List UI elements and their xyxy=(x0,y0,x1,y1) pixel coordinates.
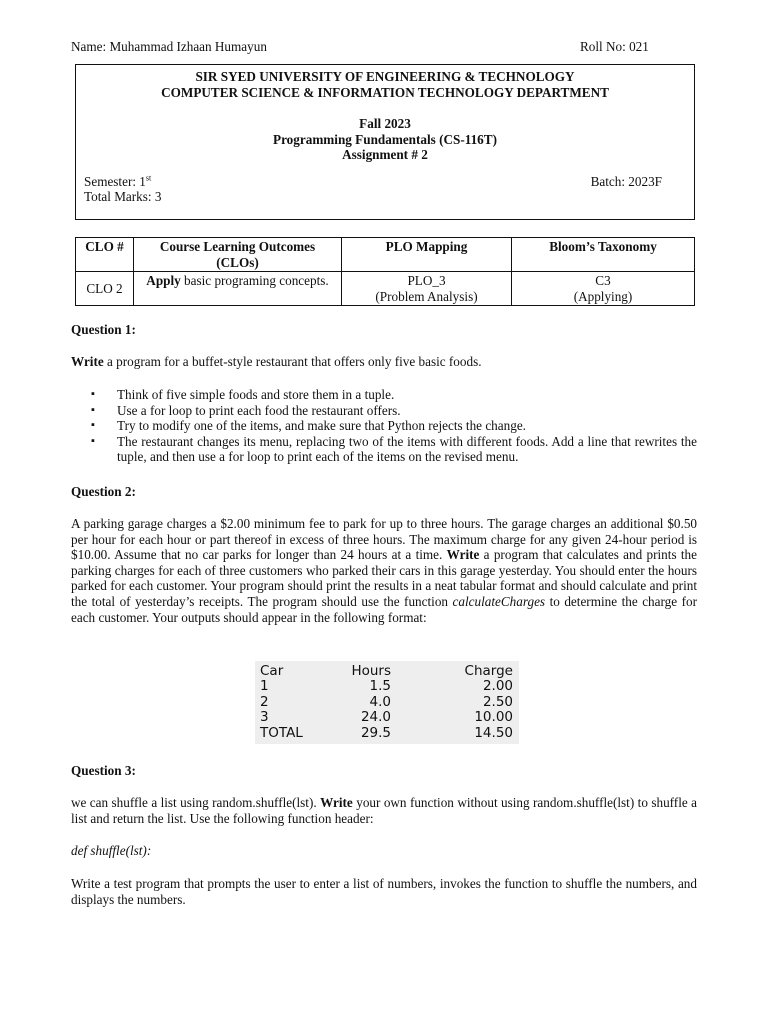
question-1-intro: Write a program for a buffet-style restaurant that offers only five basic foods. xyxy=(71,354,482,369)
clo-header: CLO # xyxy=(76,238,134,272)
bloom-cell: C3 (Applying) xyxy=(512,272,695,306)
question-3-title: Question 3: xyxy=(71,763,136,778)
question-3-test-program: Write a test program that prompts the user to enter a list of numbers, invokes the function to shuffle the numbers, and displays the numbers. xyxy=(71,876,697,907)
clo-table-header-row xyxy=(76,238,695,272)
car-column: Car 1 2 3 TOTAL xyxy=(260,663,303,741)
bloom-header: Bloom’s Taxonomy xyxy=(512,238,695,272)
list-item: ▪ Use a for loop to print each food the restaurant offers. xyxy=(71,403,697,419)
question-2-title: Question 2: xyxy=(71,484,136,499)
list-item: ▪ Try to modify one of the items, and make sure that Python rejects the change. xyxy=(71,418,697,434)
function-header: def shuffle(lst): xyxy=(71,843,152,858)
assignment-title: Assignment # 2 xyxy=(342,147,428,162)
clo-table xyxy=(75,237,695,306)
university-name: SIR SYED UNIVERSITY OF ENGINEERING & TECHNOLOGY xyxy=(195,69,575,84)
list-item: ▪ The restaurant changes its menu, replacing two of the items with different foods. Add a line that rewrites the tuple, and then use a for loop to print each of the items on the revised menu. xyxy=(71,434,697,465)
student-name: Name: Muhammad Izhaan Humayun xyxy=(71,39,267,54)
hours-column: Hours 1.5 4.0 24.0 29.5 xyxy=(351,663,391,741)
plo-header: PLO Mapping xyxy=(342,238,512,272)
clo-cell: CLO 2 xyxy=(76,272,134,306)
plo-cell: PLO_3 (Problem Analysis) xyxy=(342,272,512,306)
department-name: COMPUTER SCIENCE & INFORMATION TECHNOLOGY DEPARTMENT xyxy=(161,85,609,100)
question-1-bullets xyxy=(71,387,697,465)
outcome-cell: Apply basic programing concepts. xyxy=(134,272,342,306)
question-3-body: we can shuffle a list using random.shuffle(lst). Write your own function without using random.shuffle(lst) to shuffle a list and return the list. Use the following function header: xyxy=(71,795,697,826)
charge-column: Charge 2.00 2.50 10.00 14.50 xyxy=(464,663,513,741)
sample-output xyxy=(255,661,519,744)
roll-number: Roll No: 021 xyxy=(580,39,649,54)
course-header-box xyxy=(75,64,695,220)
total-marks: Total Marks: 3 xyxy=(84,189,162,204)
term: Fall 2023 xyxy=(359,116,411,131)
question-2-body: A parking garage charges a $2.00 minimum fee to park for up to three hours. The garage charges an additional $0.50 per hour for each hour or part thereof in excess of three hours. The maximum charge for any given 24-hour period is $10.00. Assume that no car parks for longer than 24 hours at a time. Write a program that calculates and prints the parking charges for each of three customers who parked their cars in this garage yesterday. You should enter the hours parked for each customer. Your program should print the results in a neat tabular format and should calculate and print the total of yesterday’s receipts. The program should use the function calculateCharges to determine the charge for each customer. Your outputs should appear in the following format: xyxy=(71,516,697,625)
list-item: ▪ Think of five simple foods and store them in a tuple. xyxy=(71,387,697,403)
question-1-title: Question 1: xyxy=(71,322,136,337)
batch: Batch: 2023F xyxy=(590,174,662,189)
clo-table-row xyxy=(76,272,695,306)
course-title: Programming Fundamentals (CS-116T) xyxy=(273,132,497,147)
semester: Semester: 1st xyxy=(84,173,152,189)
outcomes-header: Course Learning Outcomes (CLOs) xyxy=(134,238,342,272)
